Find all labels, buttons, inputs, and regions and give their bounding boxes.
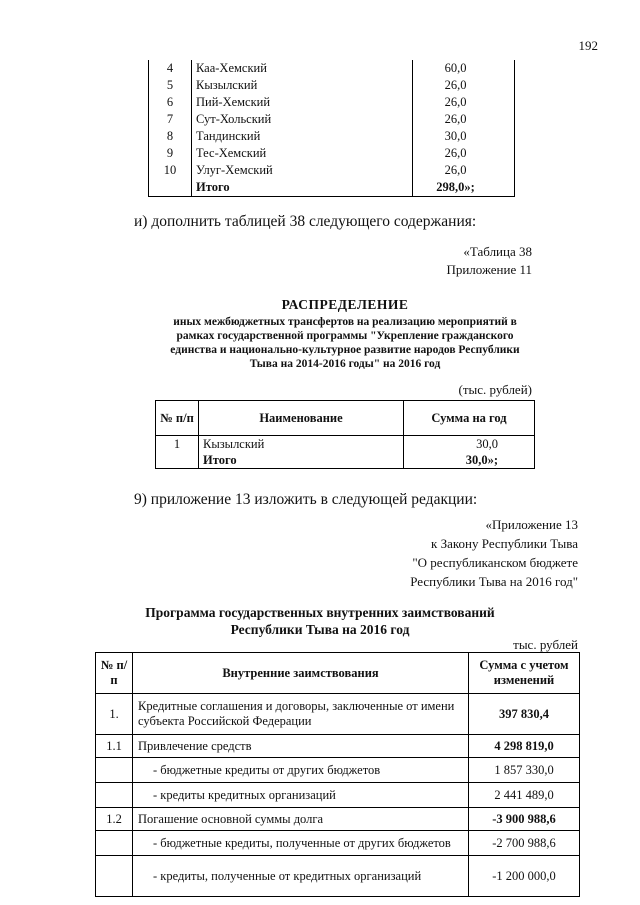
table-row [96,694,580,735]
table38-label: «Таблица 38 [463,244,532,259]
row-number: 10 [149,162,192,179]
district-name: Пий-Хемский [192,94,413,111]
col-header-number: № п/п [156,401,199,436]
table-row [149,162,515,179]
district-name: Кызылский [199,436,404,453]
table-row [149,77,515,94]
table-row [96,808,580,831]
program-unit-label: тыс. рублей [513,637,578,652]
table-row [96,735,580,758]
row-number: 5 [149,77,192,94]
table-header-row [156,401,535,436]
row-number: 7 [149,111,192,128]
district-name: Сут-Хольский [192,111,413,128]
district-value: 30,0 [413,128,515,145]
row-number [96,831,133,856]
row-number: 1 [156,436,199,453]
col-header-name: Наименование [199,401,404,436]
appendix13-line: «Приложение 13 [485,517,578,532]
district-value: 26,0 [413,111,515,128]
distribution-heading [150,297,540,371]
table-row [149,145,515,162]
row-value: 397 830,4 [469,694,580,735]
appendix13-line: Республики Тыва на 2016 год" [410,574,578,589]
col-header-sum: Сумма на год [404,401,535,436]
district-value: 30,0 [404,436,535,453]
program-title: Республики Тыва на 2016 год [230,622,410,637]
row-value: -3 900 988,6 [469,808,580,831]
table-row [96,856,580,897]
table-row [96,783,580,808]
districts-table [148,60,515,197]
row-number: 6 [149,94,192,111]
district-name: Улуг-Хемский [192,162,413,179]
subtitle-line: иных межбюджетных трансфертов на реализацию мероприятий в [173,316,517,328]
row-number-empty [149,179,192,197]
district-value: 26,0 [413,145,515,162]
total-label: Итого [192,179,413,197]
row-value: -1 200 000,0 [469,856,580,897]
distribution-table [155,400,535,469]
district-name: Тес-Хемский [192,145,413,162]
table-row [149,128,515,145]
col-header-name: Внутренние заимствования [133,653,469,694]
district-value: 26,0 [413,94,515,111]
row-name: Погашение основной суммы долга [133,808,469,831]
appendix11-label: Приложение 11 [446,262,532,277]
col-header-number: № п/п [96,653,133,694]
subtitle-line: единства и национально-культурное развитие народов Республики [170,344,520,356]
distribution-title: РАСПРЕДЕЛЕНИЕ [281,297,409,312]
table-row [96,758,580,783]
item-i-text: и) дополнить таблицей 38 следующего содержания: [134,213,477,230]
district-value: 26,0 [413,77,515,94]
row-name: - бюджетные кредиты от других бюджетов [133,758,469,783]
row-number [96,758,133,783]
appendix13-line: "О республиканском бюджете [412,555,578,570]
table-total-row [156,452,535,469]
row-value: 1 857 330,0 [469,758,580,783]
page-number: 192 [578,38,598,53]
subtitle-line: Тыва на 2014-2016 годы" на 2016 год [249,358,441,370]
row-number: 4 [149,60,192,77]
row-value: 2 441 489,0 [469,783,580,808]
item-9-text: 9) приложение 13 изложить в следующей редакции: [134,491,478,508]
borrowings-table [95,652,580,897]
district-name: Кызылский [192,77,413,94]
row-name: Кредитные соглашения и договоры, заключенные от имени субъекта Российской Федерации [133,694,469,735]
table-row [149,94,515,111]
row-number [96,783,133,808]
table-row [149,60,515,77]
distribution-subtitle [150,315,540,371]
unit-label: (тыс. рублей) [458,382,532,397]
row-value: -2 700 988,6 [469,831,580,856]
subtitle-line: рамках государственной программы "Укрепление гражданского [176,330,514,342]
row-number-empty [156,452,199,469]
total-value: 30,0»; [404,452,535,469]
table-row [156,436,535,453]
row-number: 1.2 [96,808,133,831]
total-label: Итого [199,452,404,469]
program-title: Программа государственных внутренних заимствований [145,605,495,620]
table-header-row [96,653,580,694]
row-name: Привлечение средств [133,735,469,758]
appendix13-line: к Закону Республики Тыва [431,536,578,551]
district-name: Тандинский [192,128,413,145]
table-total-row [149,179,515,197]
row-name: - бюджетные кредиты, полученные от других бюджетов [133,831,469,856]
row-number: 8 [149,128,192,145]
program-heading [100,604,540,638]
table-row [149,111,515,128]
row-number: 1.1 [96,735,133,758]
row-number: 1. [96,694,133,735]
row-number [96,856,133,897]
district-value: 26,0 [413,162,515,179]
row-number: 9 [149,145,192,162]
col-header-sum: Сумма с учетом изменений [469,653,580,694]
district-name: Каа-Хемский [192,60,413,77]
table38-header [446,243,532,279]
table-row [96,831,580,856]
total-value: 298,0»; [413,179,515,197]
row-name: - кредиты, полученные от кредитных организаций [133,856,469,897]
row-value: 4 298 819,0 [469,735,580,758]
appendix13-header [410,515,578,591]
row-name: - кредиты кредитных организаций [133,783,469,808]
district-value: 60,0 [413,60,515,77]
